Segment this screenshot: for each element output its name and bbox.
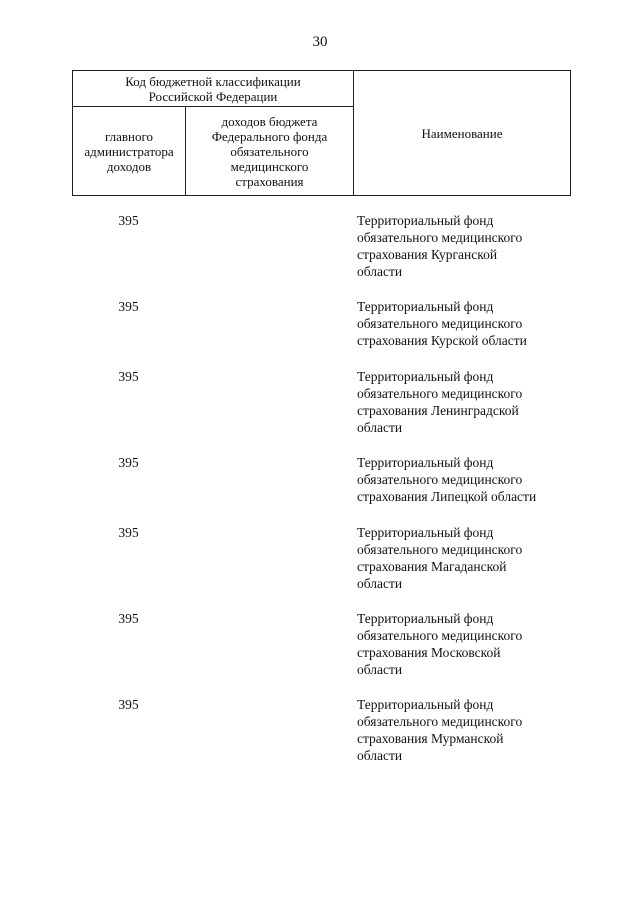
- fund-name-line: области: [357, 662, 403, 677]
- table-row: [72, 524, 570, 610]
- fund-name-line: страхования Мурманской: [357, 731, 504, 746]
- admin-code: 395: [118, 697, 139, 712]
- fund-name-line: обязательного медицинского: [357, 714, 523, 729]
- revenue-code-empty: [185, 524, 353, 610]
- revenue-code-empty: [185, 298, 353, 368]
- fund-name: [353, 298, 567, 368]
- admin-code: 395: [118, 455, 139, 470]
- fund-name: [353, 524, 567, 610]
- admin-column-header: [73, 107, 186, 196]
- revenue-header-line: доходов бюджета: [221, 113, 318, 129]
- fund-name-line: страхования Магаданской: [357, 559, 507, 574]
- fund-name-line: области: [357, 748, 403, 763]
- fund-name-line: страхования Московской: [357, 645, 501, 660]
- fund-list: [72, 212, 570, 782]
- fund-name-line: страхования Липецкой области: [357, 489, 537, 504]
- fund-name-line: обязательного медицинского: [357, 472, 523, 487]
- fund-name-line: обязательного медицинского: [357, 542, 523, 557]
- name-column-header: [354, 71, 571, 196]
- fund-name-line: обязательного медицинского: [357, 386, 523, 401]
- admin-code: 395: [118, 525, 139, 540]
- revenue-header-line: страхования: [235, 173, 304, 189]
- fund-name: [353, 610, 567, 696]
- fund-name-line: области: [357, 576, 403, 591]
- fund-name-line: Территориальный фонд: [357, 213, 494, 228]
- table-row: [72, 454, 570, 524]
- fund-name: [353, 454, 567, 524]
- admin-header-line: доходов: [106, 158, 152, 174]
- classification-header-table: [72, 70, 571, 196]
- group-title-line: Код бюджетной классификации: [125, 73, 301, 89]
- fund-name: [353, 212, 567, 298]
- fund-name-line: Территориальный фонд: [357, 455, 494, 470]
- fund-name-line: Территориальный фонд: [357, 299, 494, 314]
- fund-name-line: области: [357, 420, 403, 435]
- admin-header-line: администратора: [84, 143, 174, 159]
- fund-name-line: обязательного медицинского: [357, 628, 523, 643]
- revenue-header-line: обязательного: [230, 143, 309, 159]
- name-column-label: Наименование: [421, 125, 503, 141]
- admin-header-line: главного: [104, 128, 154, 144]
- table-row: [72, 298, 570, 368]
- revenue-code-empty: [185, 212, 353, 298]
- page-number: 30: [312, 34, 328, 50]
- admin-code: 395: [118, 611, 139, 626]
- table-row: [72, 212, 570, 298]
- fund-name-line: Территориальный фонд: [357, 525, 494, 540]
- revenue-code-empty: [185, 610, 353, 696]
- revenue-column-header: [186, 107, 354, 196]
- fund-name-line: Территориальный фонд: [357, 697, 494, 712]
- admin-code: 395: [118, 299, 139, 314]
- fund-name-line: страхования Курской области: [357, 333, 527, 348]
- fund-name-line: Территориальный фонд: [357, 369, 494, 384]
- group-title-cell: [73, 71, 354, 107]
- revenue-code-empty: [185, 368, 353, 454]
- fund-name-line: страхования Ленинградской: [357, 403, 519, 418]
- revenue-header-line: медицинского: [230, 158, 309, 174]
- fund-name: [353, 368, 567, 454]
- admin-code: 395: [118, 369, 139, 384]
- group-title-line: Российской Федерации: [148, 88, 278, 104]
- revenue-header-line: Федерального фонда: [211, 128, 328, 144]
- revenue-code-empty: [185, 696, 353, 782]
- fund-name-line: обязательного медицинского: [357, 230, 523, 245]
- table-row: [72, 610, 570, 696]
- fund-name-line: обязательного медицинского: [357, 316, 523, 331]
- table-row: [72, 696, 570, 782]
- table-row: [72, 368, 570, 454]
- admin-code: 395: [118, 213, 139, 228]
- fund-name-line: страхования Курганской: [357, 247, 498, 262]
- fund-name-line: области: [357, 264, 403, 279]
- revenue-code-empty: [185, 454, 353, 524]
- fund-name: [353, 696, 567, 782]
- fund-name-line: Территориальный фонд: [357, 611, 494, 626]
